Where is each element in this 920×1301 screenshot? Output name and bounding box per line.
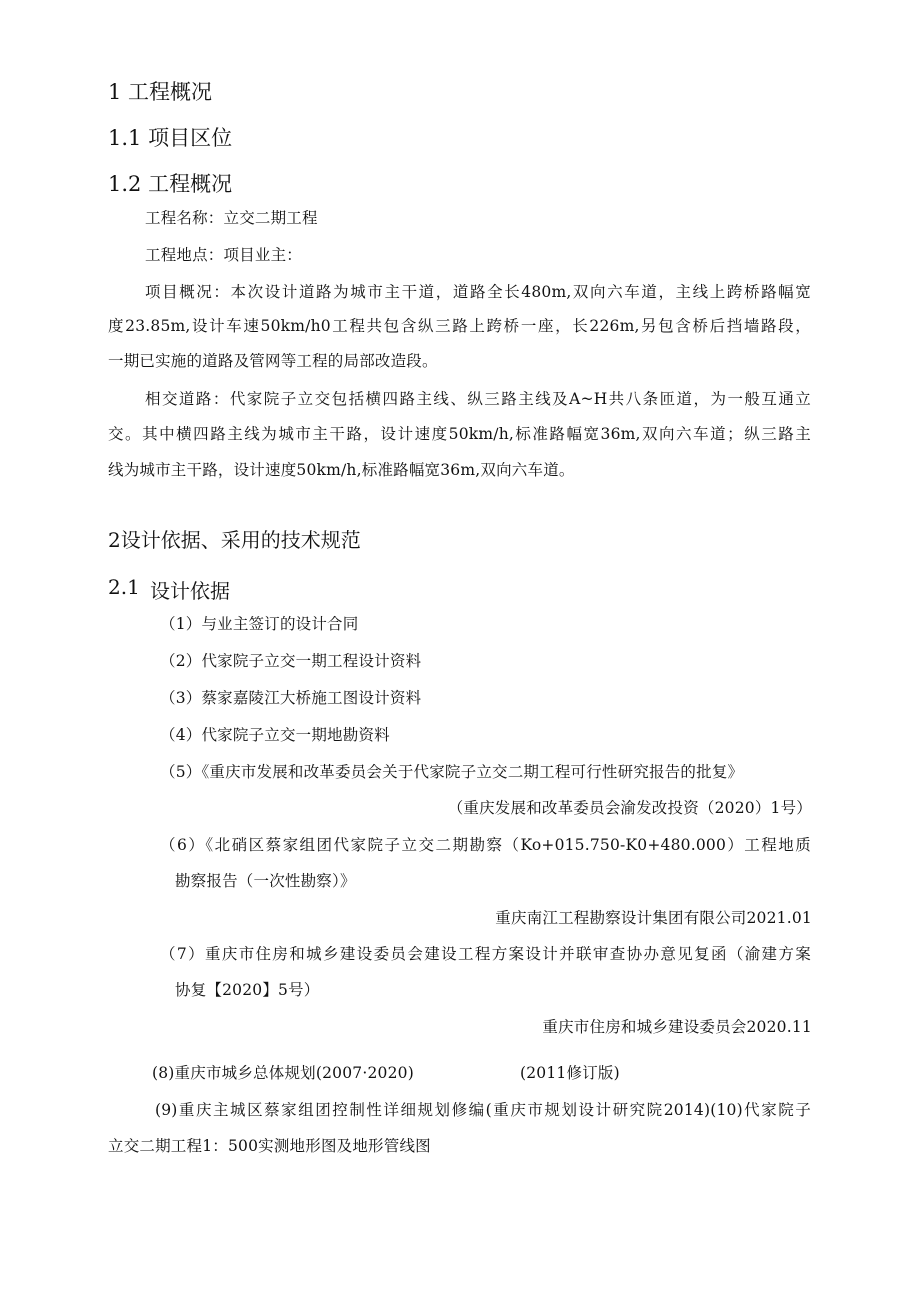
heading-1: 1 工程概况 [108,80,213,104]
basis-item-4: （4）代家院子立交一期地勘资料 [160,726,390,744]
basis-item-6-line-2: 勘察报告（一次性勘察）》 [175,872,356,890]
overview-line-3: 一期已实施的道路及管网等工程的局部改造段。 [108,352,438,370]
heading-2: 2设计依据、采用的技术规范 [108,528,361,552]
project-name-line: 工程名称：立交二期工程 [145,209,318,227]
basis-item-3: （3）蔡家嘉陵江大桥施工图设计资料 [160,689,422,707]
cross-road-line-1: 相交道路：代家院子立交包括横四路主线、纵三路主线及A~H共八条匝道，为一般互通立 [145,390,811,408]
basis-item-8: (8)重庆市城乡总体规划(2007·2020) [152,1064,414,1082]
basis-item-6-source: 重庆南江工程勘察设计集团有限公司2021.01 [495,909,812,927]
basis-item-6-line-1: （6）《北硝区蔡家组团代家院子立交二期勘察（Ko+015.750-K0+480.000）工程地质 [160,836,811,854]
basis-item-1: （1）与业主签订的设计合同 [160,615,359,633]
heading-2-1-title: 设计依据 [150,579,230,603]
basis-item-5-source: （重庆发展和改革委员会渝发改投资（2020）1号） [447,799,812,817]
basis-item-9-line-2: 立交二期工程1：500实测地形图及地形管线图 [108,1137,431,1155]
cross-road-line-2: 交。其中横四路主线为城市主干路，设计速度50km∕h,标准路幅宽36m,双向六车道；纵三路主 [108,425,811,443]
basis-item-2: （2）代家院子立交一期工程设计资料 [160,652,422,670]
heading-1-1: 1.1 项目区位 [108,126,233,150]
overview-line-1: 项目概况：本次设计道路为城市主干道，道路全长480m,双向六车道，主线上跨桥路幅宽 [145,283,811,301]
basis-item-5: （5）《重庆市发展和改革委员会关于代家院子立交二期工程可行性研究报告的批复》 [160,763,744,781]
heading-1-2: 1.2 工程概况 [108,172,233,196]
cross-road-line-3: 线为城市主干路，设计速度50km∕h,标准路幅宽36m,双向六车道。 [108,461,575,479]
basis-item-7-line-1: （7）重庆市住房和城乡建设委员会建设工程方案设计并联审查协办意见复函（渝建方案 [160,945,811,963]
basis-item-9-line-1: (9)重庆主城区蔡家组团控制性详细规划修编(重庆市规划设计研究院2014)(10)代家院子 [155,1101,811,1119]
basis-item-7-line-2: 协复【2020】5号） [175,981,320,999]
heading-2-1-number: 2.1 [108,575,140,599]
basis-item-8-revision: (2011修订版) [520,1064,620,1082]
overview-line-2: 度23.85m,设计车速50km∕h0工程共包含纵三路上跨桥一座，长226m,另包含桥后挡墙路段， [108,317,811,335]
basis-item-7-source: 重庆市住房和城乡建设委员会2020.11 [542,1018,812,1036]
project-location-line: 工程地点：项目业主： [145,246,303,264]
